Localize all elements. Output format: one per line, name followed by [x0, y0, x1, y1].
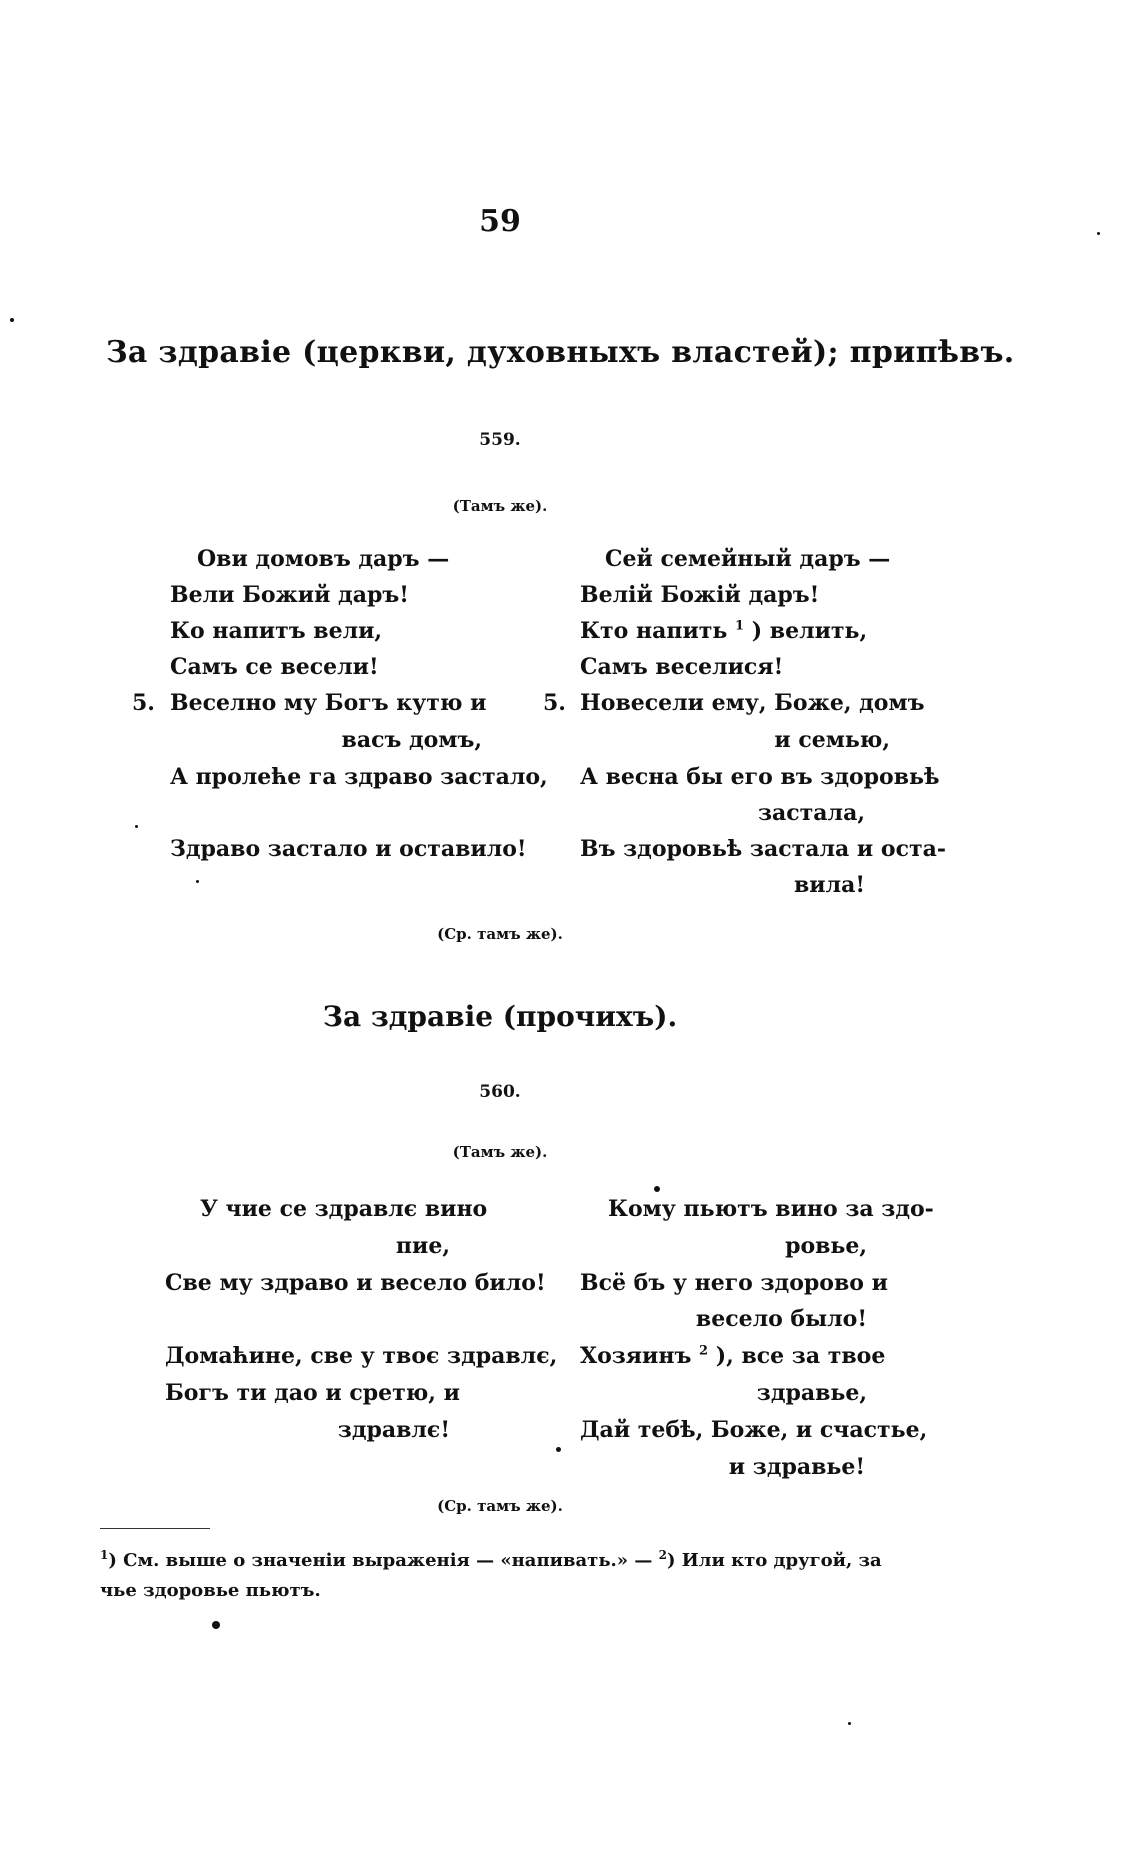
scan-speck	[10, 318, 14, 322]
footnote-line-1	[100, 1548, 882, 1571]
footnote-marker: 1	[735, 618, 745, 634]
verse-line	[170, 690, 487, 716]
verse-line-text: Веселно му Богъ кутю и	[170, 690, 487, 716]
verse-line: Богъ ти дао и сретю, и	[165, 1380, 460, 1406]
section-560-heading: За здравіе (прочихъ).	[322, 1000, 678, 1033]
verse-line: Сей семейный даръ —	[605, 546, 891, 572]
verse-number: 5.	[132, 690, 155, 716]
section-560-source: (Тамъ же).	[452, 1143, 548, 1161]
page-number: 59	[479, 204, 521, 239]
verse-line-text: ), все за твое	[715, 1343, 886, 1369]
verse-line-continuation: и семью,	[774, 727, 890, 753]
footnote-marker: 2	[699, 1343, 709, 1359]
scan-speck	[556, 1447, 561, 1452]
verse-line: А пролеће га здраво застало,	[170, 764, 548, 790]
verse-line-continuation: весело было!	[695, 1306, 867, 1332]
footnote-separator	[100, 1528, 210, 1529]
verse-line-text: Кто напить	[580, 618, 728, 644]
section-560-number: 560.	[479, 1082, 521, 1102]
footnote-marker: 1	[100, 1548, 109, 1562]
verse-line: Здраво застало и оставило!	[170, 836, 527, 862]
section-559-source: (Тамъ же).	[452, 497, 548, 515]
section-559-number: 559.	[479, 430, 521, 450]
scan-speck	[654, 1186, 660, 1192]
verse-line	[580, 1343, 885, 1369]
footnote-marker: 2	[658, 1548, 667, 1562]
verse-line: Въ здоровьѣ застала и оста-	[580, 836, 946, 862]
verse-line	[580, 618, 867, 644]
verse-line: У чие се здравлє вино	[200, 1196, 488, 1222]
verse-number: 5.	[543, 690, 566, 716]
section-560-source-bottom: (Ср. тамъ же).	[437, 1497, 563, 1515]
scan-speck	[848, 1722, 851, 1725]
verse-line: Ови домовъ даръ —	[197, 546, 450, 572]
section-559-source-bottom: (Ср. тамъ же).	[437, 925, 563, 943]
verse-line: Всё бъ у него здорово и	[580, 1270, 888, 1296]
verse-line: Дай тебѣ, Боже, и счастье,	[580, 1417, 928, 1443]
verse-line: Ко напитъ вели,	[170, 618, 383, 644]
verse-line-continuation: и здравье!	[728, 1454, 865, 1480]
footnote-line-2: чье здоровье пьютъ.	[100, 1580, 321, 1601]
verse-line-continuation: вила!	[793, 872, 865, 898]
verse-line-continuation: здравье,	[756, 1380, 867, 1406]
verse-line-continuation: васъ домъ,	[341, 727, 482, 753]
verse-line: Домаћине, све у твоє здравлє,	[165, 1343, 558, 1369]
scan-speck	[212, 1621, 220, 1629]
verse-line: А весна бы его въ здоровьѣ	[580, 764, 940, 790]
verse-line-text: Хозяинъ	[580, 1343, 692, 1369]
section-559-heading: За здравіе (церкви, духовныхъ властей); припѣвъ.	[106, 335, 1015, 370]
verse-line: Новесели ему, Боже, домъ	[580, 690, 925, 716]
verse-line-continuation: ровье,	[785, 1233, 867, 1259]
verse-line: Самъ се весели!	[170, 654, 379, 680]
verse-line-continuation: пие,	[395, 1233, 450, 1259]
footnote-text: ) Или кто другой, за	[666, 1550, 882, 1571]
scan-speck	[1097, 232, 1100, 235]
verse-line-continuation: здравлє!	[337, 1417, 450, 1443]
verse-line-continuation: застала,	[757, 800, 865, 826]
verse-line: Вели Божий даръ!	[170, 582, 409, 608]
scan-speck	[135, 825, 138, 828]
footnote-text: ) См. выше о значеніи выраженія — «напивать.» —	[108, 1550, 653, 1571]
verse-line: Све му здраво и весело било!	[165, 1270, 546, 1296]
verse-line: Самъ веселися!	[580, 654, 784, 680]
verse-line-text: ) велить,	[751, 618, 868, 644]
scan-speck	[196, 880, 199, 883]
verse-line: Велій Божій даръ!	[580, 582, 820, 608]
verse-line: Кому пьютъ вино за здо-	[608, 1196, 934, 1222]
